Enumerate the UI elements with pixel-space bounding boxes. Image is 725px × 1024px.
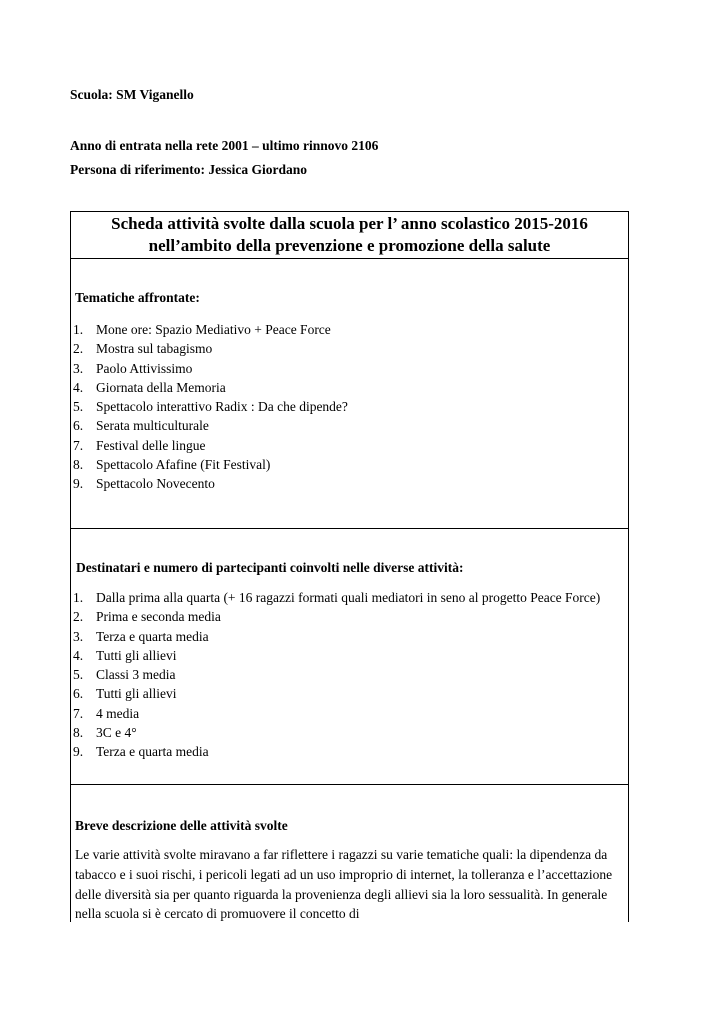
list-item-text: Classi 3 media bbox=[96, 667, 176, 683]
activity-form-table bbox=[70, 211, 629, 922]
list-item-text: Serata multiculturale bbox=[96, 418, 209, 434]
list-item-text: Tutti gli allievi bbox=[96, 647, 177, 663]
list-item-text: Festival delle lingue bbox=[96, 437, 206, 453]
form-title-cell bbox=[71, 212, 628, 259]
list-item bbox=[71, 455, 628, 474]
description-body: Le varie attività svolte miravano a far riflettere i ragazzi su varie tematiche quali: la dipendenza da tabacco e i suoi rischi, i pericoli legati ad un uso improprio di internet, la tolleranza e l’accettazione delle diversità sia per quanto riguarda la provenienza degli allievi sia la loro sessualità. In generale nella scuola si è cercato di promuovere il concetto di bbox=[75, 847, 613, 922]
list-item-number: 6. bbox=[73, 686, 84, 702]
list-item bbox=[71, 359, 628, 378]
list-item bbox=[71, 416, 628, 435]
list-item-number: 4. bbox=[73, 647, 84, 663]
list-item-number: 4. bbox=[73, 379, 84, 395]
contact-person: Persona di riferimento: Jessica Giordano bbox=[70, 162, 307, 177]
list-item bbox=[71, 607, 628, 626]
list-item bbox=[71, 474, 628, 493]
list-item-text: Spettacolo Novecento bbox=[96, 476, 215, 492]
list-item-number: 5. bbox=[73, 399, 84, 415]
list-item-text: Mone ore: Spazio Mediativo + Peace Force bbox=[96, 322, 331, 337]
list-item bbox=[71, 665, 628, 684]
list-item-text: Tutti gli allievi bbox=[96, 686, 177, 702]
list-item-number: 8. bbox=[73, 725, 84, 741]
list-item bbox=[71, 436, 628, 455]
recipients-list bbox=[71, 588, 628, 762]
list-item-number: 3. bbox=[73, 628, 84, 644]
list-item-number: 2. bbox=[73, 341, 84, 357]
list-item bbox=[71, 320, 628, 339]
list-item-number: 1. bbox=[73, 590, 84, 605]
description-section bbox=[71, 785, 628, 922]
list-item-number: 9. bbox=[73, 476, 84, 492]
list-item-number: 2. bbox=[73, 609, 84, 625]
list-item bbox=[71, 627, 628, 646]
list-item-text: Prima e seconda media bbox=[96, 609, 221, 625]
topics-list bbox=[71, 320, 628, 494]
list-item-number: 5. bbox=[73, 667, 84, 683]
list-item-text: 3C e 4° bbox=[96, 725, 137, 741]
list-item-text: Terza e quarta media bbox=[96, 744, 209, 760]
list-item bbox=[71, 397, 628, 416]
list-item-number: 9. bbox=[73, 744, 84, 760]
list-item bbox=[71, 378, 628, 397]
description-heading: Breve descrizione delle attività svolte bbox=[75, 818, 288, 833]
recipients-heading: Destinatari e numero di partecipanti coinvolti nelle diverse attività: bbox=[76, 560, 464, 575]
list-item-text: Terza e quarta media bbox=[96, 628, 209, 644]
list-item-text: Mostra sul tabagismo bbox=[96, 341, 213, 357]
list-item-number: 3. bbox=[73, 360, 84, 376]
list-item-number: 7. bbox=[73, 437, 84, 453]
recipients-section bbox=[71, 529, 628, 785]
list-item bbox=[71, 684, 628, 703]
topics-heading: Tematiche affrontate: bbox=[75, 290, 200, 305]
list-item-text: Giornata della Memoria bbox=[96, 379, 226, 395]
form-title-line-1: Scheda attività svolte dalla scuola per l’ anno scolastico 2015-2016 bbox=[111, 214, 588, 233]
list-item-number: 8. bbox=[73, 457, 84, 473]
list-item-text: 4 media bbox=[96, 705, 140, 721]
topics-section bbox=[71, 259, 628, 529]
list-item bbox=[71, 646, 628, 665]
list-item bbox=[71, 339, 628, 358]
list-item-text: Spettacolo interattivo Radix : Da che dipende? bbox=[96, 399, 348, 415]
form-title-line-2: nell’ambito della prevenzione e promozione della salute bbox=[148, 236, 551, 255]
list-item-number: 6. bbox=[73, 418, 84, 434]
list-item bbox=[71, 588, 628, 607]
list-item bbox=[71, 742, 628, 761]
list-item bbox=[71, 723, 628, 742]
list-item-text: Dalla prima alla quarta (+ 16 ragazzi formati quali mediatori in seno al progetto Peace Force) bbox=[96, 590, 601, 605]
network-entry-year: Anno di entrata nella rete 2001 – ultimo rinnovo 2106 bbox=[70, 138, 379, 153]
list-item-text: Spettacolo Afafine (Fit Festival) bbox=[96, 457, 271, 473]
list-item-text: Paolo Attivissimo bbox=[96, 360, 193, 376]
list-item-number: 1. bbox=[73, 322, 84, 337]
list-item bbox=[71, 704, 628, 723]
school-name: Scuola: SM Viganello bbox=[70, 87, 194, 102]
list-item-number: 7. bbox=[73, 705, 84, 721]
